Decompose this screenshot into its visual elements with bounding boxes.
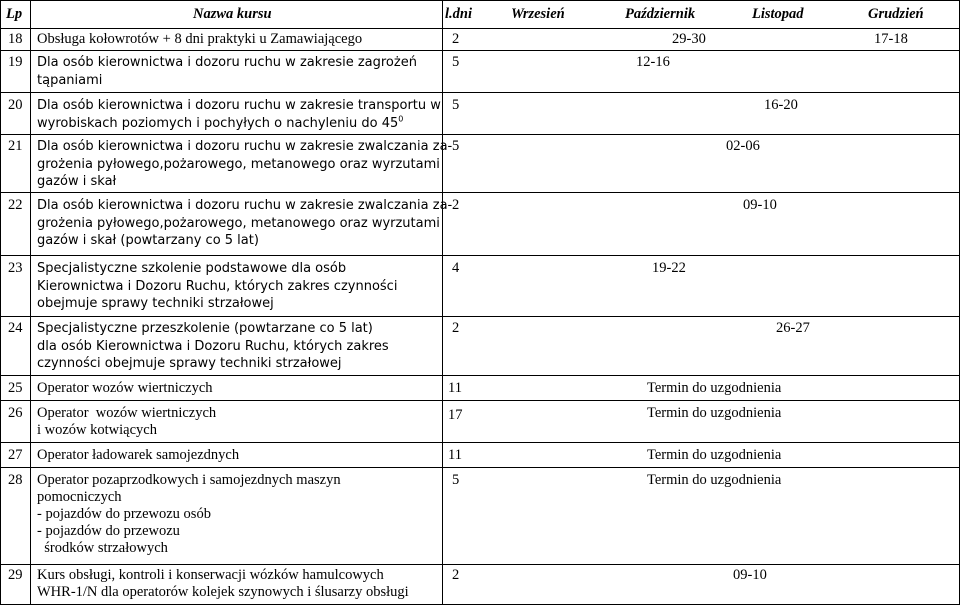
superscript-degree: 0 bbox=[398, 114, 404, 124]
row-course-name: Operator ładowarek samojezdnych bbox=[37, 447, 240, 463]
row-course-name: Operator wozów wiertniczych bbox=[37, 380, 213, 396]
header-october: Październik bbox=[625, 6, 696, 22]
row-divider bbox=[0, 375, 960, 376]
col-divider bbox=[30, 0, 31, 605]
row-date-october: 26-27 bbox=[776, 320, 810, 336]
row-lp: 24 bbox=[8, 320, 23, 336]
row-course-name: Dla osób kierownictwa i dozoru ruchu w zakresie zwalczania za- grożenia pyłowego,pożarowego, metanowego oraz wyrzutami gazów i skał (powtarzany co 5 lat) bbox=[37, 198, 453, 248]
row-date-october: 09-10 bbox=[743, 197, 777, 213]
header-september: Wrzesień bbox=[511, 6, 565, 22]
header-november: Listopad bbox=[752, 6, 804, 22]
row-days: 2 bbox=[452, 31, 460, 47]
row-lp: 27 bbox=[8, 447, 23, 463]
row-lp: 29 bbox=[8, 567, 23, 583]
row-days: 5 bbox=[452, 54, 460, 70]
row-date-september: 19-22 bbox=[652, 260, 686, 276]
row-days: 17 bbox=[448, 407, 463, 423]
header-december: Grudzień bbox=[868, 6, 924, 22]
header-days: l.dni bbox=[445, 6, 472, 22]
row-course-name: Operator pozaprzodkowych i samojezdnych maszyn pomocniczych - pojazdów do przewozu osób - pojazdów do przewozu środków strzałowych bbox=[37, 472, 341, 556]
row-course-name: Dla osób kierownictwa i dozoru ruchu w zakresie transportu w wyrobiskach poziomych i pochyłych o nachyleniu do $45^0$ bbox=[37, 98, 441, 131]
row-days: 2 bbox=[452, 320, 460, 336]
row-divider bbox=[0, 467, 960, 468]
row-days: 11 bbox=[448, 447, 462, 463]
row-lp: 25 bbox=[8, 380, 23, 396]
row-course-name: Specjalistyczne szkolenie podstawowe dla osób Kierownictwa i Dozoru Ruchu, których zakres czynności obejmuje sprawy techniki strzałowej bbox=[37, 261, 398, 311]
row-date-september: 12-16 bbox=[636, 54, 670, 70]
row-divider bbox=[0, 255, 960, 256]
row-days: 2 bbox=[452, 567, 460, 583]
row-lp: 22 bbox=[8, 197, 23, 213]
row-course-name: Operator wozów wiertniczych i wozów kotwiących bbox=[37, 405, 217, 438]
row-lp: 18 bbox=[8, 31, 23, 47]
row-term: Termin do uzgodnienia bbox=[647, 447, 782, 463]
row-days: 5 bbox=[452, 138, 460, 154]
header-divider bbox=[0, 28, 960, 29]
table-border-top bbox=[0, 0, 960, 1]
row-date-october: 16-20 bbox=[764, 97, 798, 113]
row-course-name: Dla osób kierownictwa i dozoru ruchu w zakresie zagrożeń tąpaniami bbox=[37, 55, 417, 88]
row-lp: 23 bbox=[8, 260, 23, 276]
row-divider bbox=[0, 316, 960, 317]
row-divider bbox=[0, 50, 960, 51]
header-lp: Lp bbox=[6, 6, 23, 22]
row-days: 5 bbox=[452, 472, 460, 488]
row-days: 11 bbox=[448, 380, 462, 396]
row-date-december: 17-18 bbox=[874, 31, 908, 47]
row-lp: 19 bbox=[8, 54, 23, 70]
row-divider bbox=[0, 400, 960, 401]
row-course-name: Obsługa kołowrotów + 8 dni praktyki u Zamawiającego bbox=[37, 31, 363, 47]
row-term: Termin do uzgodnienia bbox=[647, 405, 782, 421]
row-date-october: 09-10 bbox=[733, 567, 767, 583]
col-divider bbox=[442, 0, 443, 605]
row-term: Termin do uzgodnienia bbox=[647, 472, 782, 488]
row-lp: 26 bbox=[8, 405, 23, 421]
row-lp: 20 bbox=[8, 97, 23, 113]
header-course-name: Nazwa kursu bbox=[193, 6, 272, 22]
row-term: Termin do uzgodnienia bbox=[647, 380, 782, 396]
row-divider bbox=[0, 442, 960, 443]
row-divider bbox=[0, 92, 960, 93]
row-days: 2 bbox=[452, 197, 460, 213]
row-divider bbox=[0, 134, 960, 135]
row-course-name: Dla osób kierownictwa i dozoru ruchu w zakresie zwalczania za- grożenia pyłowego,pożarowego, metanowego oraz wyrzutami gazów i skał bbox=[37, 139, 453, 189]
row-date-october: 02-06 bbox=[726, 138, 760, 154]
table-border-left bbox=[0, 0, 1, 605]
row-divider bbox=[0, 564, 960, 565]
row-course-name: Kurs obsługi, kontroli i konserwacji wózków hamulcowych WHR-1/N dla operatorów kolejek szynowych i ślusarzy obsługi bbox=[37, 567, 409, 600]
row-lp: 28 bbox=[8, 472, 23, 488]
row-days: 5 bbox=[452, 97, 460, 113]
row-days: 4 bbox=[452, 260, 460, 276]
row-divider bbox=[0, 192, 960, 193]
row-course-name: Specjalistyczne przeszkolenie (powtarzane co 5 lat) dla osób Kierownictwa i Dozoru Ruchu, których zakres czynności obejmuje sprawy techniki strzałowej bbox=[37, 321, 389, 371]
row-lp: 21 bbox=[8, 138, 23, 154]
row-date-october: 29-30 bbox=[672, 31, 706, 47]
